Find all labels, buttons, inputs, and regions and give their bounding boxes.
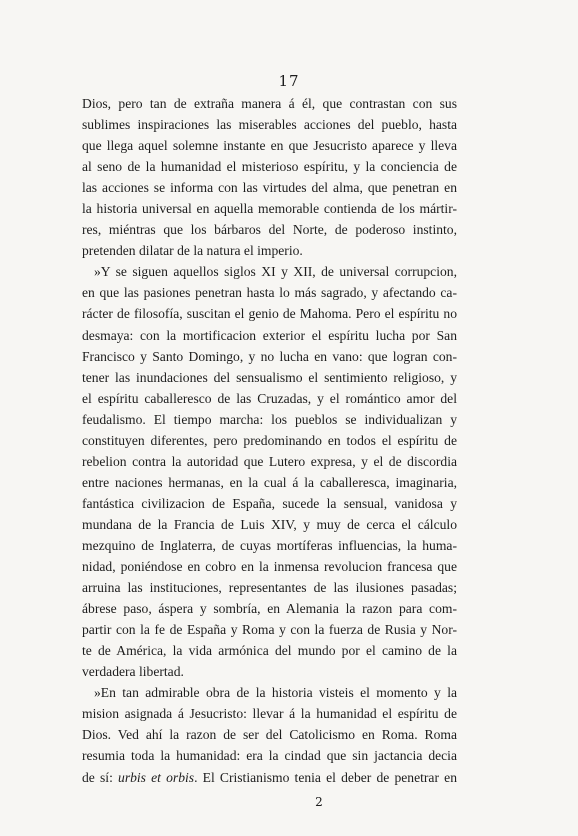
text-line: tener las inundaciones del sensualismo el sentimiento religioso, y bbox=[82, 369, 457, 385]
text-line: desmaya: con la mortificacion exterior el espíritu lucha por San bbox=[82, 327, 457, 343]
text-line: Dios, pero tan de extraña manera á él, que contrastan con sus bbox=[82, 96, 457, 111]
signature-mark: 2 bbox=[315, 795, 323, 809]
text-line: res, miéntras que los bárbaros del Norte, de poderoso instinto, bbox=[82, 222, 457, 238]
text-line: te de América, la vida armónica del mundo por el camino de la bbox=[82, 643, 457, 659]
text-line: constituyen diferentes, pero predominando en todos el espíritu de bbox=[82, 432, 457, 448]
text-line: el espíritu caballeresco de las Cruzadas, y el romántico amor del bbox=[82, 390, 457, 406]
text-line: de sí: urbis et orbis. El Cristianismo tenia el deber de penetrar en bbox=[82, 769, 457, 785]
text-line: mundana de la Francia de Luis XIV, y muy de cerca el cálculo bbox=[82, 516, 457, 532]
text-line: la historia universal en aquella memorable contienda de los mártir- bbox=[82, 201, 457, 217]
text-line: ábrese paso, áspera y sombría, en Alemania la razon para com- bbox=[82, 601, 457, 617]
text-line: »Y se siguen aquellos siglos XI y XII, de universal corrupcion, bbox=[94, 264, 457, 280]
text-line: entre naciones hermanas, en la cual á la caballeresca, imaginaria, bbox=[82, 474, 457, 490]
text-line: sublimes inspiraciones las miserables acciones del pueblo, hasta bbox=[82, 117, 457, 133]
text-line: rebelion contra la autoridad que Lutero expresa, y el de discordia bbox=[82, 453, 457, 469]
page-number: 17 bbox=[278, 72, 300, 90]
text-line: partir con la fe de España y Roma y con la fuerza de Rusia y Nor- bbox=[82, 622, 457, 638]
text-line: mezquino de Inglaterra, de cuyas mortíferas influencias, la huma- bbox=[82, 537, 457, 553]
text-line: feudalismo. El tiempo marcha: los pueblos se individualizan y bbox=[82, 411, 457, 427]
text-line: rácter de filosofía, suscitan el genio de Mahoma. Pero el espíritu no bbox=[82, 306, 457, 322]
text-line: verdadera libertad. bbox=[82, 664, 184, 680]
body-text bbox=[82, 93, 457, 788]
text-line: pretenden dilatar de la natura el imperio. bbox=[82, 243, 303, 259]
text-line: las acciones se informa con las virtudes del alma, que penetran en bbox=[82, 180, 457, 196]
text-line: al seno de la humanidad el misterioso espíritu, y la conciencia de bbox=[82, 159, 457, 175]
text-line: que llega aquel solemne instante en que Jesucristo aparece y lleva bbox=[82, 138, 457, 154]
text-line: »En tan admirable obra de la historia visteis el momento y la bbox=[94, 685, 457, 701]
latin-phrase: urbis et orbis bbox=[118, 769, 195, 785]
text-line: Dios. Ved ahí la razon de ser del Catolicismo en Roma. Roma bbox=[82, 727, 457, 743]
text-line: arruina las instituciones, representantes de las ilusiones pasadas; bbox=[82, 580, 457, 596]
text-line: fantástica civilizacion de España, sucede la sensual, vanidosa y bbox=[82, 495, 457, 511]
text-line: resumia toda la humanidad: era la cindad que sin jactancia decia bbox=[82, 748, 457, 764]
text-line: Francisco y Santo Domingo, y no lucha en vano: que logran con- bbox=[82, 348, 457, 364]
text-line: mision asignada á Jesucristo: llevar á la humanidad el espíritu de bbox=[82, 706, 457, 722]
text-line: nidad, poniéndose en cobro en la inmensa revolucion francesa que bbox=[82, 559, 457, 575]
text-line: en que las pasiones penetran hasta lo más sagrado, y afectando ca- bbox=[82, 285, 457, 301]
